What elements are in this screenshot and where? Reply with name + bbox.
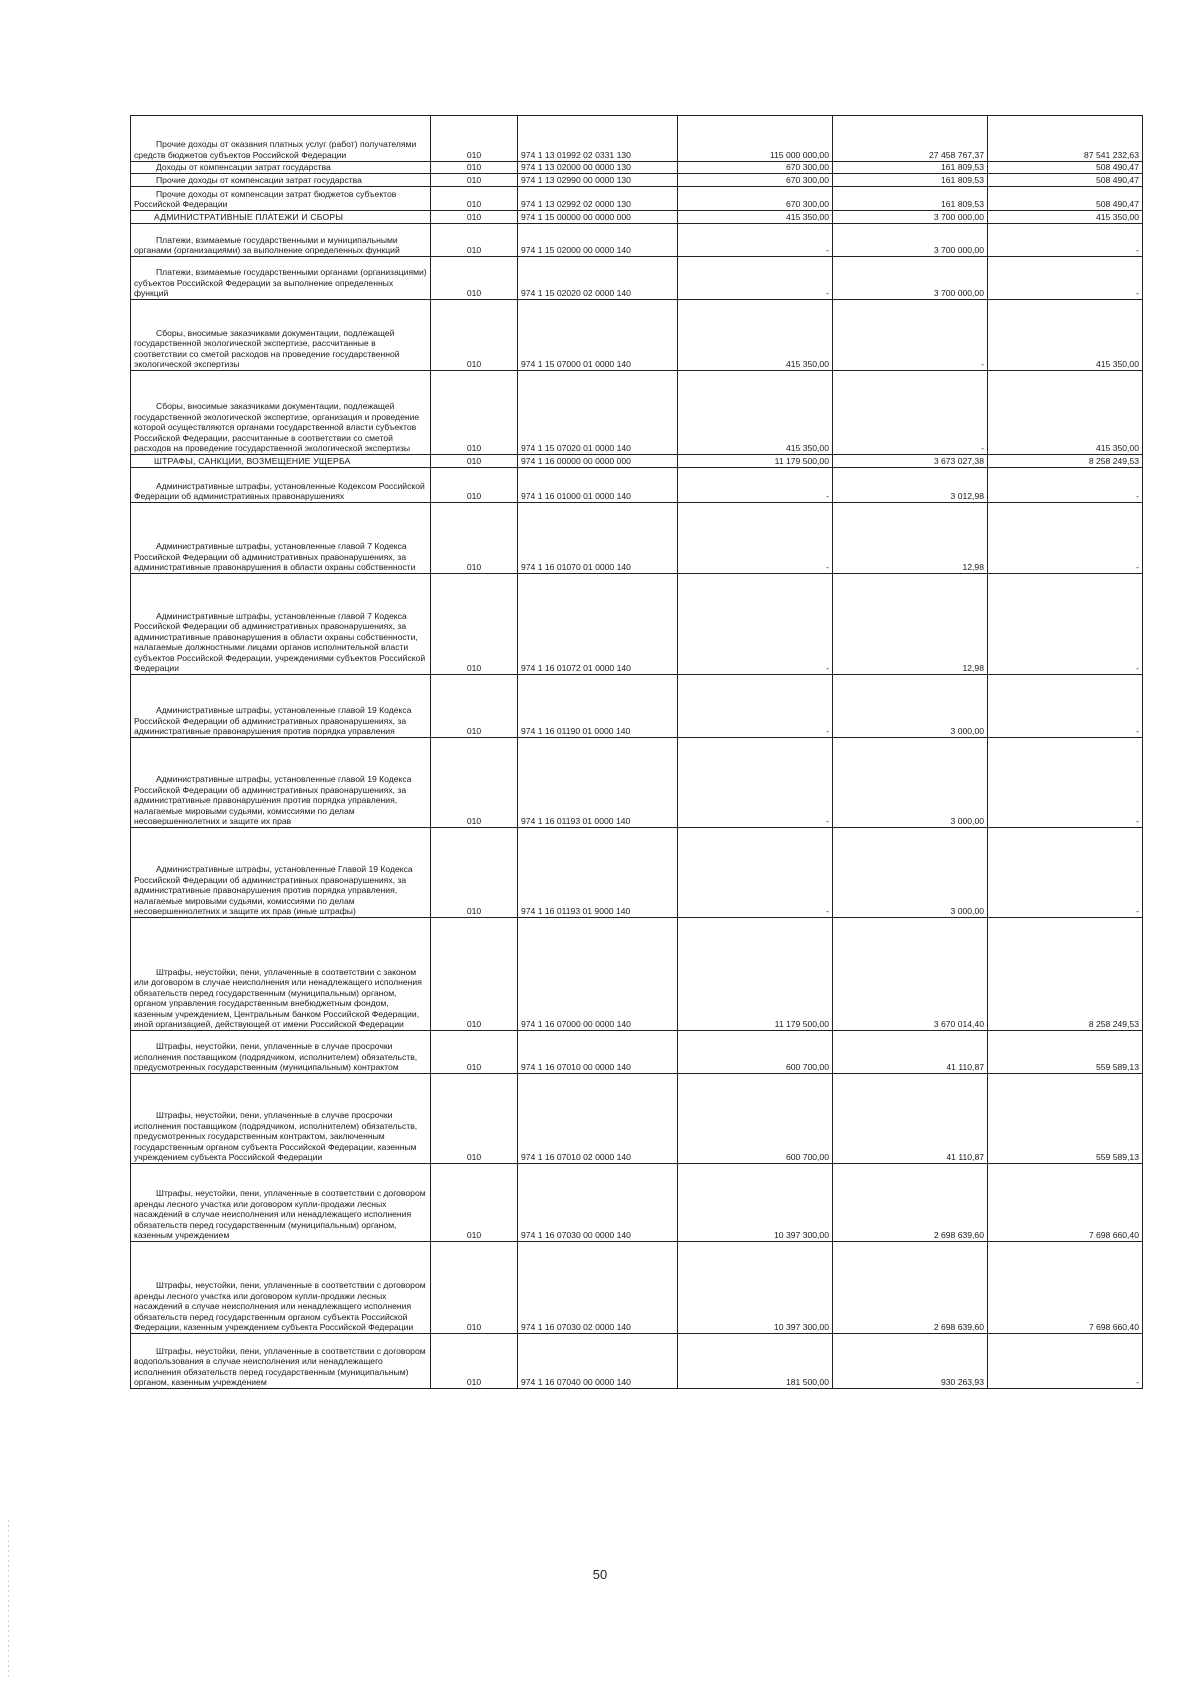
- approved-amount-cell: -: [678, 468, 833, 503]
- table-row: [131, 574, 1143, 675]
- approved-amount-cell: 670 300,00: [678, 187, 833, 211]
- row-code-cell: 010: [431, 174, 518, 187]
- executed-amount-cell: 3 700 000,00: [833, 257, 988, 300]
- unexecuted-amount-cell: -: [988, 468, 1143, 503]
- executed-amount-cell: 3 673 027,38: [833, 455, 988, 468]
- table-row: [131, 1242, 1143, 1334]
- executed-amount-cell: 41 110,87: [833, 1031, 988, 1074]
- scan-edge-mark: [8, 1520, 9, 1680]
- table-row: [131, 224, 1143, 257]
- unexecuted-amount-cell: 415 350,00: [988, 211, 1143, 224]
- row-code-cell: 010: [431, 1334, 518, 1389]
- row-name-cell: [131, 300, 431, 371]
- row-name-cell: [131, 211, 431, 224]
- row-name-text: ШТРАФЫ, САНКЦИИ, ВОЗМЕЩЕНИЕ УЩЕРБА: [154, 456, 351, 466]
- approved-amount-cell: 115 000 000,00: [678, 116, 833, 162]
- table-row: [131, 918, 1143, 1031]
- row-name-text: АДМИНИСТРАТИВНЫЕ ПЛАТЕЖИ И СБОРЫ: [154, 212, 344, 222]
- unexecuted-amount-cell: -: [988, 738, 1143, 828]
- table-row: [131, 1334, 1143, 1389]
- table-row: [131, 211, 1143, 224]
- row-name-cell: [131, 455, 431, 468]
- row-name-cell: [131, 828, 431, 918]
- row-name-cell: [131, 187, 431, 211]
- row-code-cell: 010: [431, 1242, 518, 1334]
- row-name-cell: [131, 116, 431, 162]
- row-code-cell: 010: [431, 468, 518, 503]
- budget-code-cell: 974 1 16 07030 02 0000 140: [518, 1242, 678, 1334]
- budget-code-cell: 974 1 13 02000 00 0000 130: [518, 162, 678, 174]
- row-code-cell: 010: [431, 187, 518, 211]
- executed-amount-cell: 161 809,53: [833, 187, 988, 211]
- row-name-cell: [131, 162, 431, 174]
- row-name-text: Штрафы, неустойки, пени, уплаченные в случае просрочки исполнения поставщиком (подрядчиком, исполнителем) обязательств, предусмотренных государственным контрактом, заключенным государственным органом субъекта Российской Федерации, казенным учреждением субъекта Российской Федерации: [134, 1110, 418, 1162]
- unexecuted-amount-cell: -: [988, 1334, 1143, 1389]
- budget-code-cell: 974 1 16 01193 01 9000 140: [518, 828, 678, 918]
- budget-code-cell: 974 1 13 01992 02 0331 130: [518, 116, 678, 162]
- row-code-cell: 010: [431, 503, 518, 574]
- table-row: [131, 675, 1143, 738]
- table-row: [131, 1164, 1143, 1242]
- row-name-text: Административные штрафы, установленные главой 7 Кодекса Российской Федерации об административных правонарушениях, за административные правонарушения в области охраны собственности, налагаемые должностными лицами органов исполнительной власти субъектов Российской Федерации, учреждениями субъектов Российской Федерации: [134, 610, 426, 673]
- row-code-cell: 010: [431, 300, 518, 371]
- row-name-text: Штрафы, неустойки, пени, уплаченные в соответствии с договором аренды лесного участка или договором купли-продажи лесных насаждений в случае неисполнения или ненадлежащего исполнения обязательств перед государственным органом субъекта Российской Федерации, казенным учреждением субъекта Российской Федерации: [134, 1280, 426, 1332]
- approved-amount-cell: -: [678, 828, 833, 918]
- unexecuted-amount-cell: 7 698 660,40: [988, 1164, 1143, 1242]
- executed-amount-cell: -: [833, 300, 988, 371]
- row-name-text: Доходы от компенсации затрат государства: [156, 162, 331, 172]
- table-row: [131, 1031, 1143, 1074]
- unexecuted-amount-cell: -: [988, 675, 1143, 738]
- executed-amount-cell: 3 000,00: [833, 828, 988, 918]
- budget-code-cell: 974 1 16 07030 00 0000 140: [518, 1164, 678, 1242]
- executed-amount-cell: 41 110,87: [833, 1074, 988, 1164]
- budget-code-cell: 974 1 16 01000 01 0000 140: [518, 468, 678, 503]
- unexecuted-amount-cell: 415 350,00: [988, 300, 1143, 371]
- unexecuted-amount-cell: 559 589,13: [988, 1031, 1143, 1074]
- budget-code-cell: 974 1 16 07040 00 0000 140: [518, 1334, 678, 1389]
- row-name-text: Штрафы, неустойки, пени, уплаченные в соответствии с договором водопользования в случае неисполнения или ненадлежащего исполнения обязательств перед государственным (муниципальным) органом, казенным учреждением: [134, 1345, 426, 1387]
- table-row: [131, 468, 1143, 503]
- approved-amount-cell: 415 350,00: [678, 371, 833, 455]
- unexecuted-amount-cell: 508 490,47: [988, 187, 1143, 211]
- unexecuted-amount-cell: -: [988, 828, 1143, 918]
- row-name-cell: [131, 918, 431, 1031]
- approved-amount-cell: 600 700,00: [678, 1031, 833, 1074]
- approved-amount-cell: 181 500,00: [678, 1334, 833, 1389]
- row-name-cell: [131, 738, 431, 828]
- row-name-text: Административные штрафы, установленные главой 7 Кодекса Российской Федерации об административных правонарушениях, за административные правонарушения в области охраны собственности: [134, 541, 416, 572]
- unexecuted-amount-cell: 8 258 249,53: [988, 918, 1143, 1031]
- unexecuted-amount-cell: -: [988, 503, 1143, 574]
- approved-amount-cell: 415 350,00: [678, 211, 833, 224]
- budget-code-cell: 974 1 15 02000 00 0000 140: [518, 224, 678, 257]
- unexecuted-amount-cell: 559 589,13: [988, 1074, 1143, 1164]
- approved-amount-cell: -: [678, 224, 833, 257]
- row-name-cell: [131, 371, 431, 455]
- unexecuted-amount-cell: 87 541 232,63: [988, 116, 1143, 162]
- row-code-cell: 010: [431, 116, 518, 162]
- row-code-cell: 010: [431, 1164, 518, 1242]
- executed-amount-cell: 161 809,53: [833, 174, 988, 187]
- row-name-text: Сборы, вносимые заказчиками документации, подлежащей государственной экологической экспертизе, рассчитанные в соответствии со сметой расходов на проведение государственной экологической экспертизы: [134, 327, 400, 369]
- row-name-text: Прочие доходы от компенсации затрат государства: [156, 175, 362, 185]
- approved-amount-cell: 670 300,00: [678, 162, 833, 174]
- executed-amount-cell: 3 700 000,00: [833, 224, 988, 257]
- executed-amount-cell: 3 000,00: [833, 675, 988, 738]
- row-name-cell: [131, 1074, 431, 1164]
- approved-amount-cell: -: [678, 675, 833, 738]
- row-name-text: Административные штрафы, установленные Кодексом Российской Федерации об административных правонарушениях: [134, 480, 425, 501]
- row-name-text: Сборы, вносимые заказчиками документации, подлежащей государственной экологической экспертизе, организация и проведение которой осуществляются органами государственной власти субъектов Российской Федерации, рассчитанные в соответствии со сметой расходов на проведение государственной экологической экспертизы: [134, 401, 420, 453]
- table-row: [131, 738, 1143, 828]
- approved-amount-cell: -: [678, 257, 833, 300]
- table-row: [131, 1074, 1143, 1164]
- budget-code-cell: 974 1 16 00000 00 0000 000: [518, 455, 678, 468]
- row-code-cell: 010: [431, 162, 518, 174]
- table-row: [131, 257, 1143, 300]
- row-code-cell: 010: [431, 1074, 518, 1164]
- approved-amount-cell: -: [678, 503, 833, 574]
- budget-code-cell: 974 1 16 01072 01 0000 140: [518, 574, 678, 675]
- table-row: [131, 371, 1143, 455]
- row-name-text: Штрафы, неустойки, пени, уплаченные в соответствии с договором аренды лесного участка или договором купли-продажи лесных насаждений в случае неисполнения или ненадлежащего исполнения обязательств перед государственным (муниципальным) органом, казенным учреждением: [134, 1188, 426, 1240]
- row-name-text: Штрафы, неустойки, пени, уплаченные в случае просрочки исполнения поставщиком (подрядчиком, исполнителем) обязательств, предусмотренных государственным (муниципальным) контрактом: [134, 1041, 418, 1072]
- unexecuted-amount-cell: -: [988, 224, 1143, 257]
- unexecuted-amount-cell: -: [988, 574, 1143, 675]
- revenue-execution-table: [130, 115, 1143, 1389]
- budget-code-cell: 974 1 16 07010 02 0000 140: [518, 1074, 678, 1164]
- executed-amount-cell: 12,98: [833, 503, 988, 574]
- budget-code-cell: 974 1 15 07020 01 0000 140: [518, 371, 678, 455]
- executed-amount-cell: 27 458 767,37: [833, 116, 988, 162]
- executed-amount-cell: 2 698 639,60: [833, 1164, 988, 1242]
- row-name-cell: [131, 574, 431, 675]
- table-row: [131, 503, 1143, 574]
- approved-amount-cell: 10 397 300,00: [678, 1242, 833, 1334]
- row-name-cell: [131, 468, 431, 503]
- row-code-cell: 010: [431, 828, 518, 918]
- unexecuted-amount-cell: 415 350,00: [988, 371, 1143, 455]
- row-name-text: Прочие доходы от компенсации затрат бюджетов субъектов Российской Федерации: [134, 188, 397, 209]
- row-name-cell: [131, 1334, 431, 1389]
- unexecuted-amount-cell: 508 490,47: [988, 174, 1143, 187]
- approved-amount-cell: -: [678, 738, 833, 828]
- row-name-cell: [131, 174, 431, 187]
- budget-code-cell: 974 1 13 02990 00 0000 130: [518, 174, 678, 187]
- unexecuted-amount-cell: 7 698 660,40: [988, 1242, 1143, 1334]
- row-name-cell: [131, 1242, 431, 1334]
- budget-code-cell: 974 1 16 07000 00 0000 140: [518, 918, 678, 1031]
- row-name-text: Платежи, взимаемые государственными органами (организациями) субъектов Российской Федерации за выполнение определенных функций: [134, 267, 427, 298]
- executed-amount-cell: 3 700 000,00: [833, 211, 988, 224]
- row-name-text: Платежи, взимаемые государственными и муниципальными органами (организациями) за выполнение определенных функций: [134, 234, 400, 255]
- table-body: [131, 116, 1143, 1389]
- row-code-cell: 010: [431, 455, 518, 468]
- unexecuted-amount-cell: 8 258 249,53: [988, 455, 1143, 468]
- executed-amount-cell: 161 809,53: [833, 162, 988, 174]
- row-code-cell: 010: [431, 211, 518, 224]
- row-name-text: Административные штрафы, установленные главой 19 Кодекса Российской Федерации об административных правонарушениях, за административные правонарушения против порядка управления: [134, 705, 412, 736]
- budget-code-cell: 974 1 15 02020 02 0000 140: [518, 257, 678, 300]
- row-code-cell: 010: [431, 1031, 518, 1074]
- row-code-cell: 010: [431, 918, 518, 1031]
- budget-code-cell: 974 1 16 07010 00 0000 140: [518, 1031, 678, 1074]
- unexecuted-amount-cell: -: [988, 257, 1143, 300]
- budget-code-cell: 974 1 16 01070 01 0000 140: [518, 503, 678, 574]
- executed-amount-cell: 2 698 639,60: [833, 1242, 988, 1334]
- row-name-cell: [131, 503, 431, 574]
- table-row: [131, 162, 1143, 174]
- approved-amount-cell: 600 700,00: [678, 1074, 833, 1164]
- budget-code-cell: 974 1 15 00000 00 0000 000: [518, 211, 678, 224]
- row-code-cell: 010: [431, 371, 518, 455]
- table-row: [131, 174, 1143, 187]
- executed-amount-cell: 3 000,00: [833, 738, 988, 828]
- table-row: [131, 187, 1143, 211]
- table-row: [131, 300, 1143, 371]
- row-name-text: Административные штрафы, установленные Главой 19 Кодекса Российской Федерации об административных правонарушениях, за административные правонарушения против порядка управления, налагаемые мировыми судьями, комиссиями по делам несовершеннолетних и защите их прав (иные штрафы): [134, 864, 413, 916]
- table-row: [131, 455, 1143, 468]
- table-row: [131, 116, 1143, 162]
- budget-code-cell: 974 1 16 01193 01 0000 140: [518, 738, 678, 828]
- budget-code-cell: 974 1 13 02992 02 0000 130: [518, 187, 678, 211]
- row-code-cell: 010: [431, 224, 518, 257]
- page-number: 50: [592, 1567, 608, 1582]
- row-name-cell: [131, 675, 431, 738]
- row-name-text: Штрафы, неустойки, пени, уплаченные в соответствии с законом или договором в случае неисполнения или ненадлежащего исполнения обязательств перед государственным (муниципальным) органом, органом управления государственным внебюджетным фондом, казенным учреждением, Центральным банком Российской Федерации, иной организацией, действующей от имени Российской Федерации: [134, 966, 422, 1029]
- row-name-text: Прочие доходы от оказания платных услуг (работ) получателями средств бюджетов субъектов Российской Федерации: [134, 139, 417, 160]
- row-code-cell: 010: [431, 738, 518, 828]
- approved-amount-cell: -: [678, 574, 833, 675]
- row-code-cell: 010: [431, 675, 518, 738]
- approved-amount-cell: 11 179 500,00: [678, 455, 833, 468]
- executed-amount-cell: 12,98: [833, 574, 988, 675]
- approved-amount-cell: 10 397 300,00: [678, 1164, 833, 1242]
- row-name-cell: [131, 1031, 431, 1074]
- executed-amount-cell: -: [833, 371, 988, 455]
- approved-amount-cell: 415 350,00: [678, 300, 833, 371]
- executed-amount-cell: 3 012,98: [833, 468, 988, 503]
- row-code-cell: 010: [431, 574, 518, 675]
- approved-amount-cell: 670 300,00: [678, 174, 833, 187]
- budget-code-cell: 974 1 15 07000 01 0000 140: [518, 300, 678, 371]
- table-row: [131, 828, 1143, 918]
- row-name-cell: [131, 1164, 431, 1242]
- row-name-text: Административные штрафы, установленные главой 19 Кодекса Российской Федерации об административных правонарушениях, за административные правонарушения против порядка управления, налагаемые мировыми судьями, комиссиями по делам несовершеннолетних и защите их прав: [134, 774, 412, 826]
- unexecuted-amount-cell: 508 490,47: [988, 162, 1143, 174]
- row-name-cell: [131, 257, 431, 300]
- executed-amount-cell: 3 670 014,40: [833, 918, 988, 1031]
- row-name-cell: [131, 224, 431, 257]
- executed-amount-cell: 930 263,93: [833, 1334, 988, 1389]
- row-code-cell: 010: [431, 257, 518, 300]
- budget-code-cell: 974 1 16 01190 01 0000 140: [518, 675, 678, 738]
- approved-amount-cell: 11 179 500,00: [678, 918, 833, 1031]
